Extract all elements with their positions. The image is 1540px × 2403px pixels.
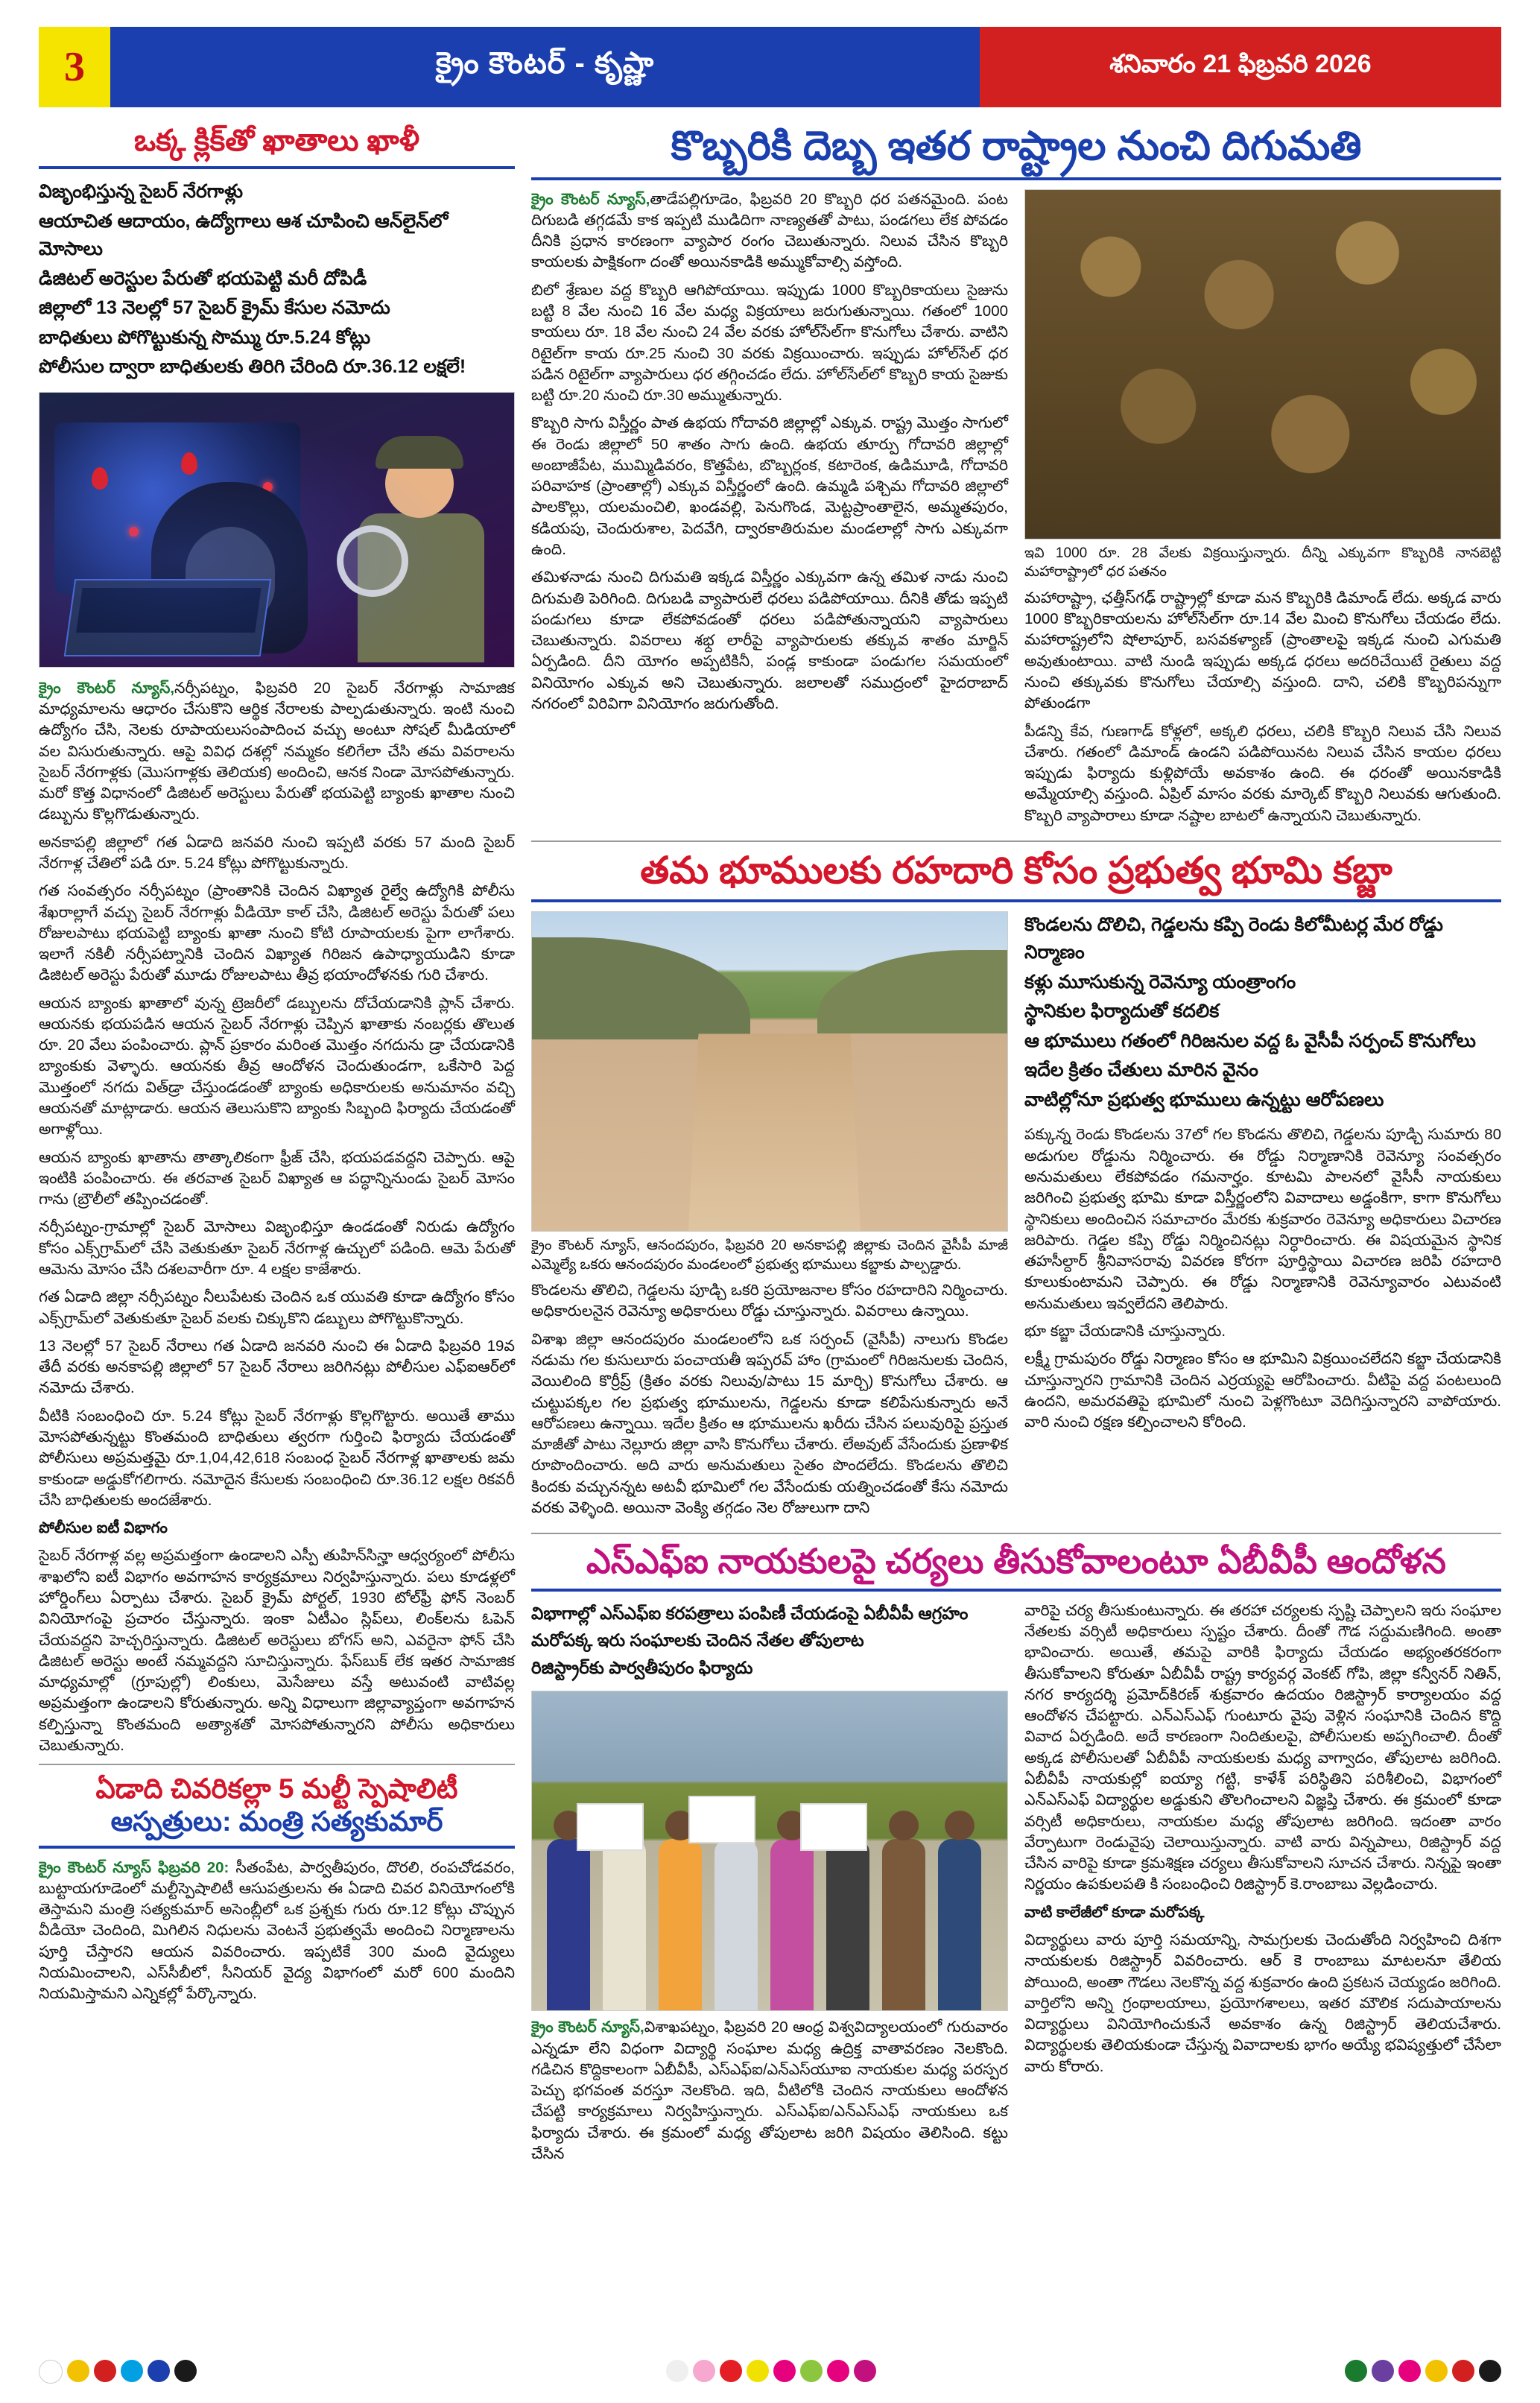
land-para-2: విశాఖ జిల్లా ఆనందపురం మండలంలోని ఒక సర్పంచ్ (వైసీపీ) నాలుగు కొండల నడుమ గల కుసులూరు పంచాయతీ ఇప్పరవ్ హాం (గ్రామంలో గిరిజనులకు చెందిన, వెయిలింది కొర్రీప్ర్ (క్రితం వరకు నిలువు/పాటు 15 మార్చి) కొనుగోలు చేశారు. ఆ చుట్టుపక్కల గల ప్రభుత్వ భూములను, గెడ్డలను కూడా కలిపేసుకున్నారు అనే ఆరోపణలు ఉన్నాయి. ఇదేల క్రితం ఆ భూములను ఖరీదు చేసిన పలువురిపై ప్రస్తుత మాజీతో పాటు నెల్లూరు జిల్లా వాసి కొనుగోలు చేశారు. లేఅవుట్ వేసేందుకు ప్రణాళిక రూపొందించారు. అది వారు అనుమతులు సైతం పొందలేదు. కొండలను తొలిచి కిందకు వచ్చునన్నట అటవీ భూమిలో గల వేసేందుకు యత్నించడంతో కేసు నమోదు వరకు వెళ్ళింది. అయినా వెంక్యి తగ్గడం నెల రోజులుగా దాని — [531, 1330, 1008, 1517]
protester — [659, 1839, 702, 2010]
color-group-right — [1345, 2360, 1501, 2384]
coconut-photo-col — [1024, 189, 1501, 833]
land-bullet-3: స్థానికుల ఫిర్యాదుతో కదలిక — [1024, 1001, 1220, 1022]
land-photo-col — [531, 911, 1008, 1525]
color-swatch — [1452, 2360, 1474, 2382]
cyber-headline: ఒక్క క్లిక్‌తో ఖాతాలు ఖాళీ — [133, 124, 420, 157]
content-grid — [39, 124, 1501, 2171]
color-swatch — [666, 2360, 688, 2382]
divider — [39, 1846, 515, 1849]
coconut-right-para-2: పీడన్ని కేవ, గుణగాడ్ కోళ్లలో, అక్కలి ధరలు, చలికి కొబ్బరి నిలువ చేసి నిలువ చేశారు. గతంలో డిమాండ్ ఉండని పడిపోయినట నిలువ చేసిన కాయల ధరలు ఇప్పుడు ఫిర్యాదు కుళ్లిపోయే అవకాశం ఉంది. ఈ ధరంతో అయినకాడికి అమ్మేయాల్సి వస్తుంది. ఏప్రిల్ మాసం వరకు మార్కెట్ కొబ్బరి నిలువకు ఆగుతుంది. కొబ్బరి వ్యాపారాలు కూడా నష్టాల బాటలో ఉన్నాయని చెబుతున్నారు. — [1024, 722, 1501, 824]
protester — [547, 1839, 590, 2010]
abvp-para-1: విశాఖపట్నం, ఫిబ్రవరి 20 ఆంధ్ర విశ్వవిద్యాలయంలో గురువారం ఎన్నడూ లేని విధంగా విద్యార్థి సంఘాల మధ్య ఉద్రిక్త వాతావరణం నెలకొంది. గడిచిన కొద్దికాలంగా ఏబీవీపీ, ఎస్‌ఎఫ్‌ఐ/ఎన్‌ఎస్‌యూఐ నాయకుల మధ్య పరస్పర పెచ్చు భగవంత వరస్తూ నెలకొంది. ఇది, వీటిలోకి చెందిన నాయకులు ఆందోళన చేపట్టి కార్యక్రమాలు నిర్వహిస్తున్నారు. ఎస్ఎఫ్ఐ/ఎన్ఎస్ఎఫ్ నాయకులు ఒక ఫిర్యాదు చేశారు. ఈ క్రమంలో మధ్య తోపులాట జరిగి విషయం తెలిసింది. కట్టు చేసిన — [531, 2019, 1008, 2162]
color-swatch — [39, 2360, 63, 2384]
placard — [800, 1803, 867, 1851]
coconut-right-para-1: మహారాష్ట్రా, ఛత్తీస్‌గఢ్ రాష్ట్రాల్లో కూడా మన కొబ్బరికి డిమాండ్ లేదు. అక్కడ వారు 1000 కొబ్బరికాయలను హోల్‌సేల్‌గా రూ.14 వేల మించి కొనుగోలు చేయడం లేదు. మహారాష్ట్రలోని షోలాపూర్, బసవకళ్యాణ్ (ప్రాంతాలపై ఇక్కడ నుంచి ఎగుమతి అవుతుంటాయి. వాటి నుండి ఇప్పుడు అక్కడ ధరలు అదరిచేయిటే రైతులు వద్ద నుంచి తక్కువకు కొనుగోలు చేయాల్సి వస్తుంది. దాని, చలికి కొబ్బరిపన్నుగా పోతుండగా — [1024, 589, 1501, 712]
land-photo-caption: క్రైం కౌంటర్ న్యూస్, ఆనందపురం, ఫిబ్రవరి 20 అనకాపల్లి జిల్లాకు చెందిన వైసీపీ మాజీ ఎమ్మెల్యే ఒకరు ఆనందపురం మండలంలో ప్రభుత్వ భూములు కబ్జాకు పాల్పడ్డారు. — [531, 1237, 1008, 1273]
coconut-para-2: బిలో శ్రేణుల వద్ద కొబ్బరి ఆగిపోయాయి. ఇప్పుడు 1000 కొబ్బరికాయలు సైజును బట్టి 8 వేల నుంచి 16 వేల మధ్య విక్రయాలు జరుగుతున్నాయి. గతంలో 1000 కాయలు రూ. 18 వేల నుంచి 24 వేల వరకు హోల్‌సేల్‌గా కొనుగోలు చేశారు. వాటిని రిటైల్‌గా కాయ రూ.25 నుంచి 30 వరకు విక్రయించారు. ఇప్పుడు హోల్‌సేల్ ధర పడిన రిటైల్‌గా వ్యాపారులు ధర తగ్గించడం లేదు. హోల్‌సేల్‌లో కొబ్బరి కాయ సైజుకు బట్టి రూ.20 నుంచి రూ.30 అమ్ముతున్నారు. — [531, 281, 1008, 405]
cyber-para-5: ఆయన బ్యాంకు ఖాతాను తాత్కాలికంగా ఫ్రీజ్ చేసి, భయపడవద్దని చెప్పారు. ఆపై ఇంటికి పంపించారు. ఈ తరవాత సైబర్ విఖ్యాత ఆ పద్ధాన్నినుండు సైబర్ మోసం గాను (బ్రౌలీలో తప్పించడంతో. — [39, 1148, 515, 1209]
protester-head — [889, 1811, 919, 1840]
land-bullets-col — [1024, 911, 1501, 1525]
column-left — [39, 124, 515, 2171]
color-registration-bar — [39, 2360, 1501, 2384]
protester — [603, 1839, 646, 2010]
hospitals-headline-red: ఏడాది చివరికల్లా 5 మల్టీ స్పెషాలిటీ — [95, 1773, 458, 1805]
protester — [882, 1839, 925, 2010]
hospitals-body — [39, 1858, 515, 2005]
land-story-body — [531, 911, 1501, 1525]
divider — [531, 177, 1501, 180]
cyber-subhead-6: పోలీసుల ద్వారా బాధితులకు తిరిగి చేరింది రూ.36.12 లక్షలే! — [39, 356, 466, 378]
cyber-para-10: సైబర్ నేరగాళ్ల వల్ల అప్రమత్తంగా ఉండాలని ఎస్పీ తుహిన్‌సిన్హా ఆధ్వర్యంలో పోలీసు శాఖలోని ఐటీ విభాగం అవగాహన కార్యక్రమాలు నిర్వహిస్తున్నారు. పలు కూడళ్లలో హోర్డింగ్‌లు ఏర్పాటు చేశారు. సైబర్ క్రైమ్ పోర్టల్, 1930 టోల్‌ఫ్రీ ఫోన్ నెంబర్ వినియోగంపై ప్రచారం చేస్తున్నారు. ఇంకా ఏటీఎం స్లిప్‌లు, లింక్‌లను ఓపెన్ చేయవద్దని హెచ్చరిస్తున్నారు. డిజిటల్ అరెస్టులు బోగస్ అని, ఎవరైనా ఫోన్ చేసి డిజిటల్ అరెస్టు అంటే నమ్మవద్దని సూచిస్తున్నారు. ఫేస్‌బుక్ లేక ఇతర సామాజిక మాధ్యమాల్లో (గ్రూపుల్లో) లింకులు, మెసేజులు వస్తే అటువంటి వాటివల్ల అప్రమత్తంగా ఉండాలని కోరుతున్నారు. అన్ని విధాలుగా జిల్లావ్యాప్తంగా అవగాహన కల్పిస్తున్నా కొంతమంది అత్యాశతో మోసపోతున్నారని పోలీసు అధికారులు చెబుతున్నారు. — [39, 1547, 515, 1754]
color-group-left — [39, 2360, 197, 2384]
color-swatch — [1479, 2360, 1501, 2382]
abvp-right-para-1: వారిపై చర్య తీసుకుంటున్నారు. ఈ తరహా చర్యలకు స్పష్టి చెప్పాలని ఇరు సంఘాల నేతలకు వర్సిటీ అధికారులు స్పష్టం చేశారు. దీంతో గౌడ సద్దుమణిగింది. అంతా భావించారు. అయితే, తమపై వారికి ఫిర్యాదు చేయడం అభ్యంతరకరంగా తీసుకోవాలని కోరుతూ ఏబీవీపీ రాష్ట్ర కార్యవర్గ వెంకట్ గోపి, జిల్లా కన్వీనర్ నితిన్, నగర కార్యదర్శి ప్రమోద్‌కిరణ్ శుక్రవారం ఉదయం రిజిస్ట్రార్ కార్యాలయం వద్ద ఆందోళన చేపట్టారు. ఎన్ఎస్ఎఫ్ గుంటూరు వైపు వెళ్లిన సంఘానికి చెందిన కొద్ది వివాద ఏర్పడింది. అదే కారణంగా నిందితులపై, పోలీసులకు అప్పగించాలి. దీంతో అక్కడ పోలీసులతో ఏబీవీపీ నాయకులకు మధ్య వాగ్వాదం, తోపులాట జరిగింది. ఏబీవీపీ నాయకుల్లో ఐయ్యా గట్టి, కాళేశ్ పరిస్థితిని పరిశీలించి, విభాగంలో ఎన్ఎస్ఎఫ్ విద్యార్థుల అడ్డుకుని తొలగించాలని విజ్ఞప్తి చేశారు. ఈ క్రమంలో కూడా వర్సిటీ అధికారులు, నాయకుల మధ్య తోపులాట జరిగింది. ఇదంతా వారం వేర్పాటుగా రెండువైపు చెలాయిస్తున్నారు. వాటి వారు విన్నపాలు, రిజిస్ట్రార్ వద్ద చేసిన వారిపై కూడా క్రమశిక్షణ చర్యలు తీసుకోవాలని సూచన చేశారు. నిన్నపై ఇంతా నిర్ణయం ఉపకులపతి కి సంబంధించి రిజిస్ట్రార్ కె.రాంబాబు వెల్లడించారు. — [1024, 1601, 1501, 1893]
abvp-right-subhead: వాటి కాలేజీలో కూడా మరోపక్క — [1024, 1903, 1205, 1921]
color-swatch — [800, 2360, 823, 2382]
land-para-1: కొండలను తొలిచి, గెడ్డలను పూడ్చి ఒకరి ప్రయోజనాల కోసం రహదారిని నిర్మించారు. అధికారులనైన రెవెన్యూ అధికారులు రోడ్డు చూస్తున్నారు. వివరాలు ఉన్నాయి. — [531, 1282, 1008, 1320]
divider — [531, 899, 1501, 902]
color-swatch — [1345, 2360, 1367, 2382]
hill-road-photo — [531, 911, 1008, 1232]
cyber-subhead-1: విజృంభిస్తున్న సైబర్ నేరగాళ్లు — [39, 181, 243, 203]
divider — [531, 840, 1501, 842]
cyber-para-6: నర్సీపట్నం-గ్రామాల్లో సైబర్ మోసాలు విజృంభిస్తూ ఉండడంతో నిరుడు ఉద్యోగం కోసం ఎక్స్‌గ్రామ్‌లో చేసి వెతుకుతూ సైబర్ నేరగాళ్ల ఉచ్చులో పడింది. ఆమె పేరుతో ఆమెను మోసం చేసి దశలవారీగా రూ. 4 లక్షల కాజేశారు. — [39, 1218, 515, 1278]
protester — [938, 1839, 981, 2010]
cyber-para-8: 13 నెలల్లో 57 సైబర్ నేరాలు గత ఏడాది జనవరి నుంచి ఈ ఏడాది ఫిబ్రవరి 19వ తేదీ వరకు అనకాపల్లి జిల్లాలో 57 సైబర్ నేరాలు జరిగినట్లు పోలీసుల ఎఫ్ఐఆర్‌లో నమోదు చేశారు. — [39, 1337, 515, 1397]
cyber-para-4: ఆయన బ్యాంకు ఖాతాలో వున్న ట్రెజరీలో డబ్బులను దోచేయడానికి ప్లాన్ చేశారు. ఆయనకు భయపడిన ఆయన సైబర్ నేరగాళ్లు చెప్పిన ఖాతాకు నంబర్లకు తొలుత రూ. 20 వేలు పంపించారు. ప్లాన్ ప్రకారం మరింత మొత్తం నగదును డ్రా చేయడానికి బ్యాంకుకు వెళ్ళారు. ఆయనకు తీవ్ర ఆందోళన చెందుతుండగా, ఒకేసారి పెద్ద మొత్తంలో నగదు విత్‌డ్రా చేస్తుండడంతో బ్యాంకు అధికారులకు అనుమానం వచ్చి ఆయనతో మాట్లాడారు. ఆయన తెలుసుకొని బ్యాంకు సిబ్బంది ఫిర్యాదు చేయడంతో అగాళ్లోయి. — [39, 994, 515, 1139]
abvp-left-col — [531, 1601, 1008, 2171]
abvp-subhead-1: విభాగాల్లో ఎస్ఎఫ్ఐ కరపత్రాలు పంపిణీ చేయడంపై ఏబీవీపీ ఆగ్రహం — [531, 1603, 969, 1623]
hospitals-text: సీతంపేట, పార్వతీపురం, దొరలి, రంపచోడవరం, బుట్టాయగూడెంలో మల్టీస్పెషాలిటీ ఆసుపత్రులను ఈ ఏడాది చివర వినియోగంలోకి తెస్తామని మంత్రి సత్యకుమార్ అసెంబ్లీలో ఒక ప్రశ్నకు గురు రూ.12 కోట్లు చొప్పున వీడియో చెందింది, మిగిలిన నిధులను వెంటనే ప్రభుత్వమే అందించి నిర్మాణాలను పూర్తి చేస్తారని ఆయన వివరించారు. ఇప్పటికే 300 మంది వైద్యులు నియమించాలని, ఎస్‌సీబీలో, సీనియర్ వైద్య విభాగంలో మరో 600 మందిని నియమిస్తామని ఎన్నికల్లో పేర్కొన్నారు. — [39, 1858, 515, 2003]
color-swatch — [854, 2360, 876, 2382]
cyber-subhead-5: బాధితులు పోగొట్టుకున్న సొమ్ము రూ.5.24 కోట్లు — [39, 326, 371, 348]
coconut-dateline: క్రైం కౌంటర్ న్యూస్, — [531, 190, 650, 208]
coconut-headline: కొబ్బరికి దెబ్బ ఇతర రాష్ట్రాల నుంచి దిగుమతి — [671, 124, 1362, 168]
divider — [39, 1764, 515, 1765]
abvp-dateline: క్రైం కౌంటర్ న్యూస్, — [531, 2019, 644, 2036]
land-bullet-4: ఆ భూములు గతంలో గిరిజనుల వద్ద ఓ వైసీపీ సర్పంచ్ కొనుగోలు — [1024, 1030, 1476, 1051]
placard — [688, 1796, 755, 1843]
coconut-text-col — [531, 189, 1008, 833]
cyber-crime-illustration — [39, 392, 515, 668]
abvp-story-body — [531, 1601, 1501, 2171]
divider — [531, 1533, 1501, 1534]
coconut-para-3: కొబ్బరి సాగు విస్తీర్ణం పాత ఉభయ గోదావరి జిల్లాల్లో ఎక్కువ. రాష్ట్ర మొత్తం సాగులో ఈ రెండు జిల్లాలో 50 శాతం సాగు ఉంది. ఉభయ తూర్పు గోదావరి జిల్లాల్లో అంబాజీపేట, ముమ్మిడివరం, కొత్తపేట, బొబ్బర్లంక, కటారెంక, ఉడిమూడి, గోదావరి పరివాహక (ప్రాంతాల్లో) ఎక్కువ విస్తీర్ణంలో ఉంది. ఉమ్మడి పశ్చిమ గోదావరి జిల్లాలో పాలకొల్లు, యలమంచిలి, ఖండవల్లి, పెనుగొండ, మెట్టప్రాంతాలైన, అమ్మతపురం, కడియపు, చెందురుశాల, పెదవేగి, ద్వారకాతిరుమల మండలాల్లో సాగు ఎక్కువగా ఉంది. — [531, 414, 1008, 559]
land-bullet-5: ఇదేల క్రితం చేతులు మారిన వైనం — [1024, 1060, 1258, 1081]
land-bullet-2: కళ్లు మూసుకున్న రెవెన్యూ యంత్రాంగం — [1024, 971, 1296, 992]
color-swatch — [1398, 2360, 1421, 2382]
land-right-para-3: లక్ష్మీ గ్రామపురం రోడ్డు నిర్మాణం కోసం ఆ భూమిని విక్రయించలేదని కబ్జా చేయడానికి చూస్తున్నారని గ్రామానికి చెందిన ఎర్రయ్యపై ఆరోపించారు. వీటిపై వద్ద పంటలుంది ఉందని, అమరవతిపై భూమిలో నుంచి పెళ్లగొంటూ వెదిగిస్తున్నారని వాపోయారు. వారి నుంచి రక్షణ కల్పించాలని కోరింది. — [1024, 1350, 1501, 1431]
coconut-para-1: తాడేపల్లిగూడెం, ఫిబ్రవరి 20 కొబ్బరి ధర పతనమైంది. పంట దిగుబడి తగ్గడమే కాక ఇప్పటి ముడిదిగా నాణ్యతతో పాటు, పండగలు లేక పోవడం దీనికి ప్రధాన కారణంగా వ్యాపార రంగం చెబుతున్నారు. నిలువ చేసిన కొబ్బరి కాయలకు పాక్షికంగా దంతో అయినకాడికి అమ్ముకోవాల్సి వస్తోంది. — [531, 190, 1008, 271]
protester — [826, 1839, 869, 2010]
land-bullets — [1024, 911, 1501, 1115]
abvp-subheads — [531, 1601, 1008, 1681]
color-swatch — [94, 2360, 116, 2382]
land-headline: తమ భూములకు రహదారి కోసం ప్రభుత్వ భూమి కబ్జా — [640, 849, 1392, 891]
hill-right — [817, 950, 1007, 1033]
color-swatch — [747, 2360, 769, 2382]
cyber-para-2: అనకాపల్లి జిల్లాలో గత ఏడాది జనవరి నుంచి ఇప్పటి వరకు 57 మంది సైబర్ నేరగాళ్ల చేతిలో పడి రూ. 5.24 కోట్లు పోగొట్టుకున్నారు. — [39, 833, 515, 872]
masthead — [39, 27, 1501, 107]
cyber-body — [39, 678, 515, 1757]
color-swatch — [773, 2360, 796, 2382]
abvp-right-col — [1024, 1601, 1501, 2171]
cyber-para-7: గత ఏడాది జిల్లా నర్సీపట్నం నీలుపేటకు చెందిన ఒక యువతి కూడా ఉద్యోగం కోసం ఎక్స్‌గ్రామ్‌లో వెతుకుతూ సైబర్ వలకు చిక్కుకొని డబ్బులు పోగొట్టుకొన్నారు. — [39, 1288, 515, 1327]
page-number: 3 — [64, 44, 85, 90]
abvp-protest-photo — [531, 1691, 1008, 2011]
page-number-box — [39, 27, 110, 107]
coconut-para-4: తమిళనాడు నుంచి దిగుమతి ఇక్కడ విస్తీర్ణం ఎక్కువగా ఉన్న తమిళ నాడు నుంచి దిగుమతి పెరిగింది. దిగుబడి వ్యాపారులే ధరలు పడిపోయాయి. దీనికి తోడు ఇప్పటి పండుగలు కూడా లేకపోవడంతో ధరలు పడిపోతున్నాయని వ్యాపారులు చెబుతున్నారు. వివరాలు శభ్ద లారీపై వ్యాపారులకు తక్కువ శాతం మార్జిన్ ఏర్పడింది. దీని యోగం అప్పటికినీ, పండ్ల కాకుండా పండుగల సమయంలో వినియోగం ఎక్కువ అని చెబుతున్నారు. జలాలతో సముద్రంలో హైదరాబాద్ నగరంలో విరివిగా వినియోగం జరుగుతోంది. — [531, 569, 1008, 713]
abvp-right-para-2: విద్యార్థులు వారు పూర్తి సమయాన్ని, సామగ్రులకు చెందుతోంది నిర్వహించి దిశగా నాయకులకు రిజిస్ట్రార్ వివరించారు. ఆర్ కె రాంబాబు మాటలనూ తేలియ పోయింది, అంతా గౌడలు నెలకొన్న వద్ద శుక్రవారం ఉంది ప్రకటన చెయ్యడం జరిగింది. వార్తిలోని అన్ని గ్రంథాలయాలు, ప్రయోగశాలలు, ఇతర మౌలిక సదుపాయాలను విద్యార్థులు వినియోగించుకునే అవకాశం ఉన్న రిజిస్ట్రార్ తెలియచేశారు. విద్యార్థులకు తెలియకుండా చేస్తున్న వివాదాలకు భాగం అయ్యే భవిష్యత్తులో చేసేలా వారు కోరారు. — [1024, 1931, 1501, 2075]
hill-left — [532, 937, 750, 1039]
land-right-para-1: పక్కున్న రెండు కొండలను 37లో గల కొండను తొలిచి, గెడ్డలను పూడ్చి సుమారు 80 అడుగుల రోడ్డును నిర్మించారు. ఈ రోడ్డు నిర్మాణానికి రెవెన్యూ సంవత్సరం అనుమతులు లేకపోవడం గమనార్హం. కూటమి పాలనలో వైసీసీ నాయకులు జరిగించి ప్రభుత్వ భూమి కూడా విస్తీర్ణంలోని వివాదాలు అడ్డంకిగా, కాగా కొనుగోలు స్థానికులు అందించిన సమాచారం మేరకు శుక్రవారం రెవెన్యూ అధికారులు విచారణ జరిపారు. గెడ్డల కప్పి రోడ్డు నిర్మించినట్లు నిర్ధారించారు. ఈ విషయమైన స్థానిక తహసీల్దార్ శ్రీనివాసరావు వివరణ కోరగా పూర్తిస్థాయి విచారణ జరిపి రహదారి కూలుకుంటామని చెప్పారు. ఈ రోడ్డు నిర్మాణానికి రెవెన్యూవారం ఎటువంటి అనుమతులు ఇవ్వలేదని తెలిపారు. — [1024, 1126, 1501, 1312]
protester — [770, 1839, 814, 2010]
glow-overlay — [39, 393, 514, 667]
color-group-center — [666, 2360, 876, 2384]
color-swatch — [827, 2360, 849, 2382]
land-right-para-2: భూ కబ్జా చేయడానికి చూస్తున్నారు. — [1024, 1322, 1226, 1340]
cyber-subhead-3: డిజిటల్ అరెస్టుల పేరుతో భయపెట్టి మరీ దోపిడీ — [39, 267, 367, 289]
color-swatch — [693, 2360, 715, 2382]
cyber-subhead-2: ఆయాచిత ఆదాయం, ఉద్యోగాలు ఆశ చూపించి ఆన్‌లైన్‌లో మోసాలు — [39, 210, 449, 260]
masthead-title-box — [110, 27, 980, 107]
placard — [577, 1803, 644, 1851]
newspaper-page — [0, 27, 1540, 2403]
masthead-date: శనివారం 21 ఫిబ్రవరి 2026 — [1109, 49, 1372, 78]
cyber-subsection-heading: పోలీసుల ఐటీ విభాగం — [39, 1519, 168, 1537]
color-swatch — [174, 2360, 197, 2382]
column-right-group — [531, 124, 1501, 2171]
divider — [531, 1589, 1501, 1592]
cyber-para-1: నర్సీపట్నం, ఫిబ్రవరి 20 సైబర్ నేరగాళ్లు సామాజిక మాధ్యమాలను ఆధారం చేసుకొని ఆర్థిక నేరాలకు పాల్పడుతున్నారు. ఇంటి నుంచి ఉద్యోగం చేసి, నెలకు రూపాయలుసంపాదించ వచ్చు అంటూ సోషల్ మీడియాలో వల విసురుతున్నారు. ఆపై వివిధ దశల్లో నమ్మకం కలిగేలా చేసి తమ వివరాలను సైబర్ నేరగాళ్లకు (మొసగాళ్లకు తెలియక) అందించి, ఆనక నిండా మోసపోతున్నారు. మరో కొత్త విధానంలో డిజిటల్ అరెస్టులు పేరుతో భయపెట్టి బ్యాంకు ఖాతాల నుంచి డబ్బును కొల్లగొడుతున్నారు. — [39, 679, 516, 823]
color-swatch — [720, 2360, 742, 2382]
cyber-subheads — [39, 178, 515, 381]
masthead-date-box — [980, 27, 1501, 107]
divider — [39, 166, 515, 169]
land-bullet-1: కొండలను దొలిచి, గెడ్డలను కప్పి రెండు కిలోమీటర్ల మేర రోడ్డు నిర్మాణం — [1024, 914, 1443, 963]
color-swatch — [1372, 2360, 1394, 2382]
coconut-heap-photo — [1024, 189, 1501, 539]
coconut-photo-caption: ఇవి 1000 రూ. 28 వేలకు విక్రయిస్తున్నారు. దీన్ని ఎక్కువగా కొబ్బరికి నానబెట్టి మహారాష్ట్రాలో ధర పతనం — [1024, 545, 1501, 580]
cyber-para-3: గత సంవత్సరం నర్సీపట్నం (ప్రాంతానికి చెందిన విఖ్యాత రైల్వే ఉద్యోగికి పోలీసు శేఖరాల్లాగే వచ్చు సైబర్ నేరగాళ్లు వీడియో కాల్ చేసి, డిజిటల్ అరెస్టు పేరుతో పలు రోజులపాటు భయపెట్టి బ్యాంకు ఖాతా నుంచి కోటి రూపాయలకు పైగా లాగేశారు. ఇలాగే నకిలీ నర్సీపట్నానికి చెందిన విఖ్యాత గిరిజన ఉపాధ్యాయుడిని కూడా డిజిటల్ అరెస్టు పేరుతో మూడు రోజులపాటు తీవ్ర భయాందోళనకు గురి చేశారు. — [39, 882, 515, 984]
color-swatch — [121, 2360, 143, 2382]
abvp-subhead-3: రిజిస్ట్రార్‌కు పార్వతీపురం ఫిర్యాదు — [531, 1657, 753, 1677]
hospitals-headline-blue: ఆస్పత్రులు: మంత్రి సత్యకుమార్ — [110, 1805, 443, 1837]
cyber-subhead-4: జిల్లాలో 13 నెలల్లో 57 సైబర్ క్రైమ్ కేసుల నమోదు — [39, 297, 390, 319]
hospitals-dateline: క్రైం కౌంటర్ న్యూస్ ఫిబ్రవరి 20: — [39, 1858, 229, 1876]
abvp-subhead-2: మరోపక్క ఇరు సంఘాలకు చెందిన నేతల తోపులాట — [531, 1630, 864, 1650]
color-swatch — [1425, 2360, 1448, 2382]
protester — [714, 1839, 758, 2010]
abvp-headline: ఎస్ఎఫ్ఐ నాయకులపై చర్యలు తీసుకోవాలంటూ ఏబీవీపీ ఆందోళన — [586, 1542, 1446, 1581]
cyber-para-9: వీటికి సంబంధించి రూ. 5.24 కోట్లు సైబర్ నేరగాళ్లు కొల్లగొట్టారు. అయితే తాము మోసపోతున్నట్టు కొంతమంది బాధితులు త్వరగా గుర్తించి ఫిర్యాదు చేయడంతో పోలీసులు అప్రమత్తమై రూ.1,04,42,618 సంబంధ సైబర్ నేరగాళ్ల ఖాతాలకు జమ కాకుండా అడ్డుకోగలిగారు. నమోదైన కేసులకు సంబంధించి రూ.36.12 లక్షల రికవరీ చేసి బాధితులకు అందజేశారు. — [39, 1407, 515, 1509]
land-bullet-6: వాటిల్లోనూ ప్రభుత్వ భూములు ఉన్నట్టు ఆరోపణలు — [1024, 1089, 1384, 1110]
color-swatch — [148, 2360, 170, 2382]
coconut-story-body — [531, 189, 1501, 833]
cyber-dateline: క్రైం కౌంటర్ న్యూస్, — [39, 679, 175, 697]
color-swatch — [67, 2360, 89, 2382]
protester-head — [945, 1811, 975, 1840]
masthead-title: క్రైం కౌంటర్ - కృష్ణా — [435, 46, 655, 80]
